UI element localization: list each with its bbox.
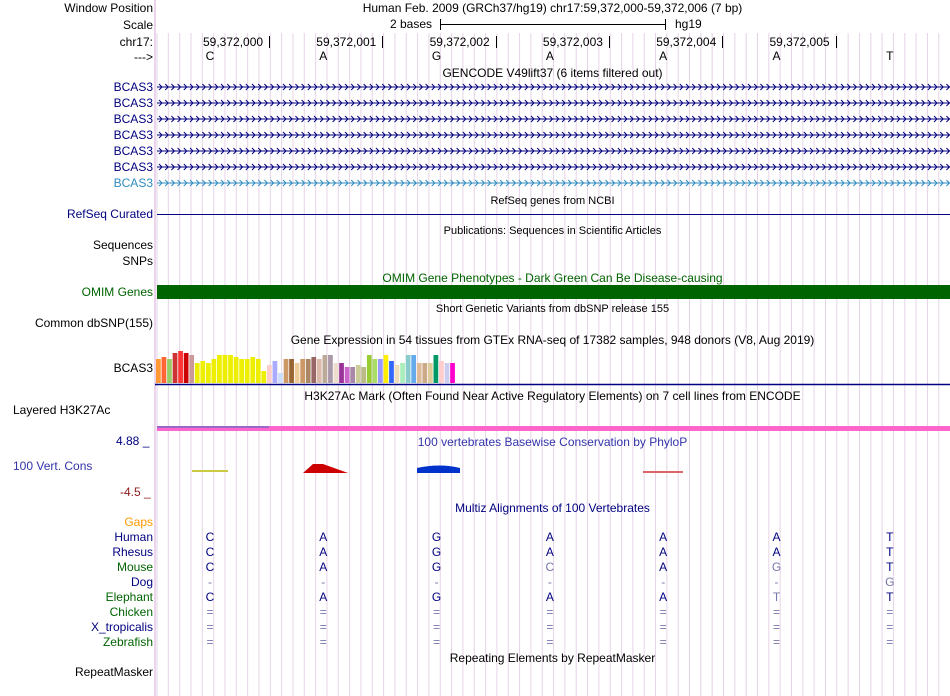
- species-label[interactable]: Elephant: [105, 590, 153, 604]
- alignment-base: T: [772, 590, 781, 604]
- gencode-item-label[interactable]: BCAS3: [113, 144, 153, 158]
- gencode-transcript[interactable]: [157, 162, 950, 172]
- reference-base: C: [205, 49, 215, 63]
- species-label[interactable]: Human: [114, 530, 153, 544]
- gtex-tissue-bar[interactable]: [200, 361, 205, 383]
- publications-title[interactable]: Publications: Sequences in Scientific Articles: [443, 225, 662, 237]
- alignment-base: =: [319, 605, 327, 619]
- gtex-tissue-bar[interactable]: [212, 359, 217, 383]
- gtex-tissue-bar[interactable]: [439, 361, 444, 383]
- gtex-tissue-bar[interactable]: [350, 367, 355, 383]
- alignment-base: =: [886, 620, 894, 634]
- multiz-title[interactable]: Multiz Alignments of 100 Vertebrates: [455, 501, 650, 515]
- alignment-base: =: [206, 635, 214, 649]
- gtex-tissue-bar[interactable]: [389, 361, 394, 383]
- gencode-item-label[interactable]: BCAS3: [113, 160, 153, 174]
- gtex-tissue-bar[interactable]: [395, 365, 400, 383]
- gtex-tissue-bar[interactable]: [178, 351, 183, 383]
- alignment-base: C: [545, 560, 555, 574]
- gtex-tissue-bar[interactable]: [284, 359, 289, 383]
- gencode-item-label[interactable]: BCAS3: [113, 112, 153, 126]
- gtex-tissue-bar[interactable]: [250, 357, 255, 383]
- alignment-base: =: [206, 605, 214, 619]
- species-label[interactable]: Dog: [130, 575, 153, 589]
- repeatmasker-title[interactable]: Repeating Elements by RepeatMasker: [449, 651, 656, 665]
- gencode-title[interactable]: GENCODE V49lift37 (6 items filtered out): [442, 66, 663, 80]
- alignment-base: A: [659, 545, 668, 559]
- gtex-tissue-bar[interactable]: [162, 357, 167, 383]
- strand-label: --->: [134, 50, 153, 64]
- reference-base: A: [772, 49, 781, 63]
- chrom-position: 59,372,004: [656, 35, 717, 49]
- alignment-base: A: [319, 545, 328, 559]
- gtex-tissue-bar[interactable]: [334, 363, 339, 383]
- alignment-base: =: [546, 605, 554, 619]
- window-position-label: Window Position: [64, 1, 153, 15]
- gencode-transcript[interactable]: [157, 178, 950, 188]
- gtex-tissue-bar[interactable]: [400, 363, 405, 383]
- chrom-position: 59,372,001: [316, 35, 377, 49]
- reference-base: A: [319, 49, 328, 63]
- refseq-label[interactable]: RefSeq Curated: [66, 207, 153, 221]
- alignment-base: =: [433, 620, 441, 634]
- alignment-base: C: [205, 530, 215, 544]
- alignment-base: =: [433, 605, 441, 619]
- gtex-tissue-bar[interactable]: [428, 363, 433, 383]
- scale-text: 2 bases: [390, 17, 433, 31]
- alignment-base: A: [772, 545, 781, 559]
- gtex-tissue-bar[interactable]: [434, 355, 439, 383]
- chrom-position: 59,372,002: [429, 35, 490, 49]
- chrom-position: 59,372,003: [542, 35, 603, 49]
- gtex-tissue-bar[interactable]: [267, 365, 272, 383]
- omim-gene-bar[interactable]: [157, 285, 950, 299]
- position-tick: [722, 36, 723, 48]
- gtex-tissue-bar[interactable]: [406, 355, 411, 383]
- species-label[interactable]: Chicken: [109, 605, 153, 619]
- alignment-base: C: [205, 545, 215, 559]
- alignment-base: G: [771, 560, 782, 574]
- gtex-tissue-bar[interactable]: [367, 355, 372, 383]
- species-label[interactable]: X_tropicalis: [90, 620, 153, 634]
- alignment-base: =: [546, 635, 554, 649]
- gtex-tissue-bar[interactable]: [411, 355, 416, 383]
- alignment-base: =: [886, 605, 894, 619]
- phylop-min: -4.5 _: [120, 485, 151, 499]
- gtex-tissue-bar[interactable]: [239, 359, 244, 383]
- gtex-tissue-bar[interactable]: [323, 355, 328, 383]
- snps-label[interactable]: SNPs: [122, 254, 153, 268]
- alignment-base: A: [545, 590, 554, 604]
- gtex-tissue-bar[interactable]: [311, 357, 316, 383]
- alignment-base: A: [659, 560, 668, 574]
- chrom-position: 59,372,000: [203, 35, 264, 49]
- phylop-max: 4.88 _: [116, 434, 150, 448]
- gtex-tissue-bar[interactable]: [245, 359, 250, 383]
- gtex-tissue-bar[interactable]: [339, 363, 344, 383]
- phylop-label[interactable]: 100 Vert. Cons: [13, 459, 93, 473]
- species-label[interactable]: Rhesus: [112, 545, 153, 559]
- gtex-tissue-bar[interactable]: [361, 367, 366, 383]
- gtex-tissue-bar[interactable]: [206, 363, 211, 383]
- alignment-base: =: [659, 620, 667, 634]
- scale-bar-left-tick: [440, 19, 441, 30]
- position-tick: [836, 36, 837, 48]
- alignment-base: A: [659, 530, 668, 544]
- scale-bar-right-tick: [665, 19, 666, 30]
- gtex-tissue-bar[interactable]: [273, 361, 278, 383]
- gtex-label[interactable]: BCAS3: [113, 361, 153, 375]
- gtex-tissue-bar[interactable]: [195, 363, 200, 383]
- gtex-tissue-bar[interactable]: [289, 359, 294, 383]
- position-tick: [382, 36, 383, 48]
- alignment-base: T: [886, 560, 894, 574]
- alignment-base: C: [205, 590, 215, 604]
- gencode-item-label[interactable]: BCAS3: [113, 80, 153, 94]
- h3k27ac-title[interactable]: H3K27Ac Mark (Often Found Near Active Regulatory Elements) on 7 cell lines from ENCODE: [304, 389, 801, 403]
- gtex-tissue-bar[interactable]: [278, 373, 283, 383]
- alignment-base: =: [772, 620, 780, 634]
- gencode-transcript[interactable]: [157, 130, 950, 140]
- window-position-value: Human Feb. 2009 (GRCh37/hg19) chr17:59,372,000-59,372,006 (7 bp): [362, 1, 743, 15]
- alignment-base: T: [886, 530, 894, 544]
- gtex-tissue-bar[interactable]: [445, 363, 450, 383]
- position-tick: [269, 36, 270, 48]
- position-tick: [496, 36, 497, 48]
- alignment-base: -: [661, 575, 666, 589]
- gtex-tissue-bar[interactable]: [317, 359, 322, 383]
- gtex-tissue-bar[interactable]: [189, 355, 194, 383]
- alignment-base: -: [208, 575, 212, 589]
- scale-db: hg19: [675, 17, 702, 31]
- gencode-transcript[interactable]: [157, 114, 950, 124]
- reference-base: A: [545, 49, 554, 63]
- gtex-tissue-bar[interactable]: [378, 359, 383, 383]
- phylop-logo-a2: [643, 471, 683, 473]
- dbsnp-label[interactable]: Common dbSNP(155): [34, 316, 153, 330]
- alignment-base: =: [659, 605, 667, 619]
- alignment-base: -: [547, 575, 552, 589]
- alignment-base: T: [886, 545, 894, 559]
- alignment-base: A: [772, 530, 781, 544]
- chrom-label: chr17:: [119, 35, 153, 49]
- sequences-label[interactable]: Sequences: [92, 238, 153, 252]
- gtex-tissue-bar[interactable]: [228, 355, 233, 383]
- alignment-base: A: [319, 590, 328, 604]
- alignment-base: A: [319, 530, 328, 544]
- gencode-transcript[interactable]: [157, 146, 950, 156]
- h3k27ac-signal-overlay: [157, 426, 269, 428]
- omim-label[interactable]: OMIM Genes: [81, 285, 153, 299]
- gtex-tissue-bar[interactable]: [217, 355, 222, 383]
- omim-title[interactable]: OMIM Gene Phenotypes - Dark Green Can Be Disease-causing: [382, 271, 723, 285]
- gtex-tissue-bar[interactable]: [295, 363, 300, 383]
- chrom-position: 59,372,005: [769, 35, 830, 49]
- gtex-tissue-bar[interactable]: [184, 353, 189, 383]
- gtex-tissue-bar[interactable]: [384, 355, 389, 383]
- alignment-base: -: [434, 575, 439, 589]
- alignment-base: T: [886, 590, 894, 604]
- alignment-base: =: [546, 620, 554, 634]
- alignment-base: =: [433, 635, 441, 649]
- gtex-tissue-bar[interactable]: [422, 363, 427, 383]
- h3k27ac-signal[interactable]: [157, 426, 950, 431]
- gtex-title[interactable]: Gene Expression in 54 tissues from GTEx RNA-seq of 17382 samples, 948 donors (V8, Aug 2019): [290, 333, 815, 347]
- species-label[interactable]: Mouse: [116, 560, 153, 574]
- reference-base: G: [431, 49, 442, 63]
- alignment-base: =: [319, 620, 327, 634]
- alignment-base: A: [545, 530, 554, 544]
- scale-bar: [440, 24, 666, 25]
- gtex-tissue-bar[interactable]: [167, 359, 172, 383]
- gtex-tissue-bar[interactable]: [173, 353, 178, 383]
- gtex-tissue-bar[interactable]: [256, 359, 261, 383]
- phylop-logo-a: [303, 464, 348, 473]
- gtex-tissue-bar[interactable]: [372, 359, 377, 383]
- alignment-base: -: [774, 575, 779, 589]
- gtex-tissue-bar[interactable]: [328, 355, 333, 383]
- alignment-base: =: [319, 635, 327, 649]
- alignment-base: G: [885, 575, 895, 589]
- gencode-item-label[interactable]: BCAS3: [113, 128, 153, 142]
- alignment-base: -: [321, 575, 326, 589]
- position-tick: [609, 36, 610, 48]
- scale-label: Scale: [122, 18, 153, 32]
- alignment-base: A: [319, 560, 328, 574]
- reference-base: T: [886, 49, 894, 63]
- gaps-label[interactable]: Gaps: [124, 515, 153, 529]
- repeatmasker-label[interactable]: RepeatMasker: [74, 665, 153, 679]
- alignment-base: =: [206, 620, 214, 634]
- gencode-item-label[interactable]: BCAS3: [113, 96, 153, 110]
- alignment-base: G: [431, 545, 442, 559]
- gencode-transcript[interactable]: [157, 98, 950, 108]
- gencode-transcript[interactable]: [157, 82, 950, 92]
- phylop-logos[interactable]: [155, 460, 950, 476]
- phylop-logo-g: [417, 466, 460, 474]
- gtex-tissue-bar[interactable]: [234, 357, 239, 383]
- alignment-base: =: [659, 635, 667, 649]
- dbsnp-title[interactable]: Short Genetic Variants from dbSNP release 155: [435, 303, 670, 315]
- species-label[interactable]: Zebrafish: [102, 635, 153, 649]
- alignment-base: G: [431, 560, 442, 574]
- phylop-title[interactable]: 100 vertebrates Basewise Conservation by PhyloP: [417, 435, 688, 449]
- gtex-tissue-bar[interactable]: [156, 359, 161, 383]
- gtex-tissue-bar[interactable]: [450, 363, 455, 383]
- alignment-base: G: [431, 590, 442, 604]
- alignment-base: A: [545, 545, 554, 559]
- alignment-base: =: [772, 605, 780, 619]
- gtex-tissue-bar[interactable]: [306, 359, 311, 383]
- alignment-base: C: [205, 560, 215, 574]
- refseq-gene-line[interactable]: [157, 214, 950, 215]
- alignment-base: A: [659, 590, 668, 604]
- gtex-tissue-bar[interactable]: [417, 363, 422, 383]
- gtex-tissue-bar[interactable]: [356, 365, 361, 383]
- alignment-base: =: [772, 635, 780, 649]
- refseq-title[interactable]: RefSeq genes from NCBI: [490, 195, 615, 207]
- gtex-tissue-bar[interactable]: [261, 371, 266, 383]
- gencode-item-label[interactable]: BCAS3: [113, 176, 153, 190]
- gtex-bar-graph[interactable]: [155, 346, 950, 386]
- alignment-base: G: [431, 530, 442, 544]
- gtex-tissue-bar[interactable]: [223, 355, 228, 383]
- h3k27ac-label[interactable]: Layered H3K27Ac: [13, 403, 111, 417]
- alignment-base: =: [886, 635, 894, 649]
- reference-base: A: [659, 49, 668, 63]
- phylop-logo-c: [192, 470, 228, 472]
- gtex-tissue-bar[interactable]: [300, 359, 305, 383]
- gtex-tissue-bar[interactable]: [345, 367, 350, 383]
